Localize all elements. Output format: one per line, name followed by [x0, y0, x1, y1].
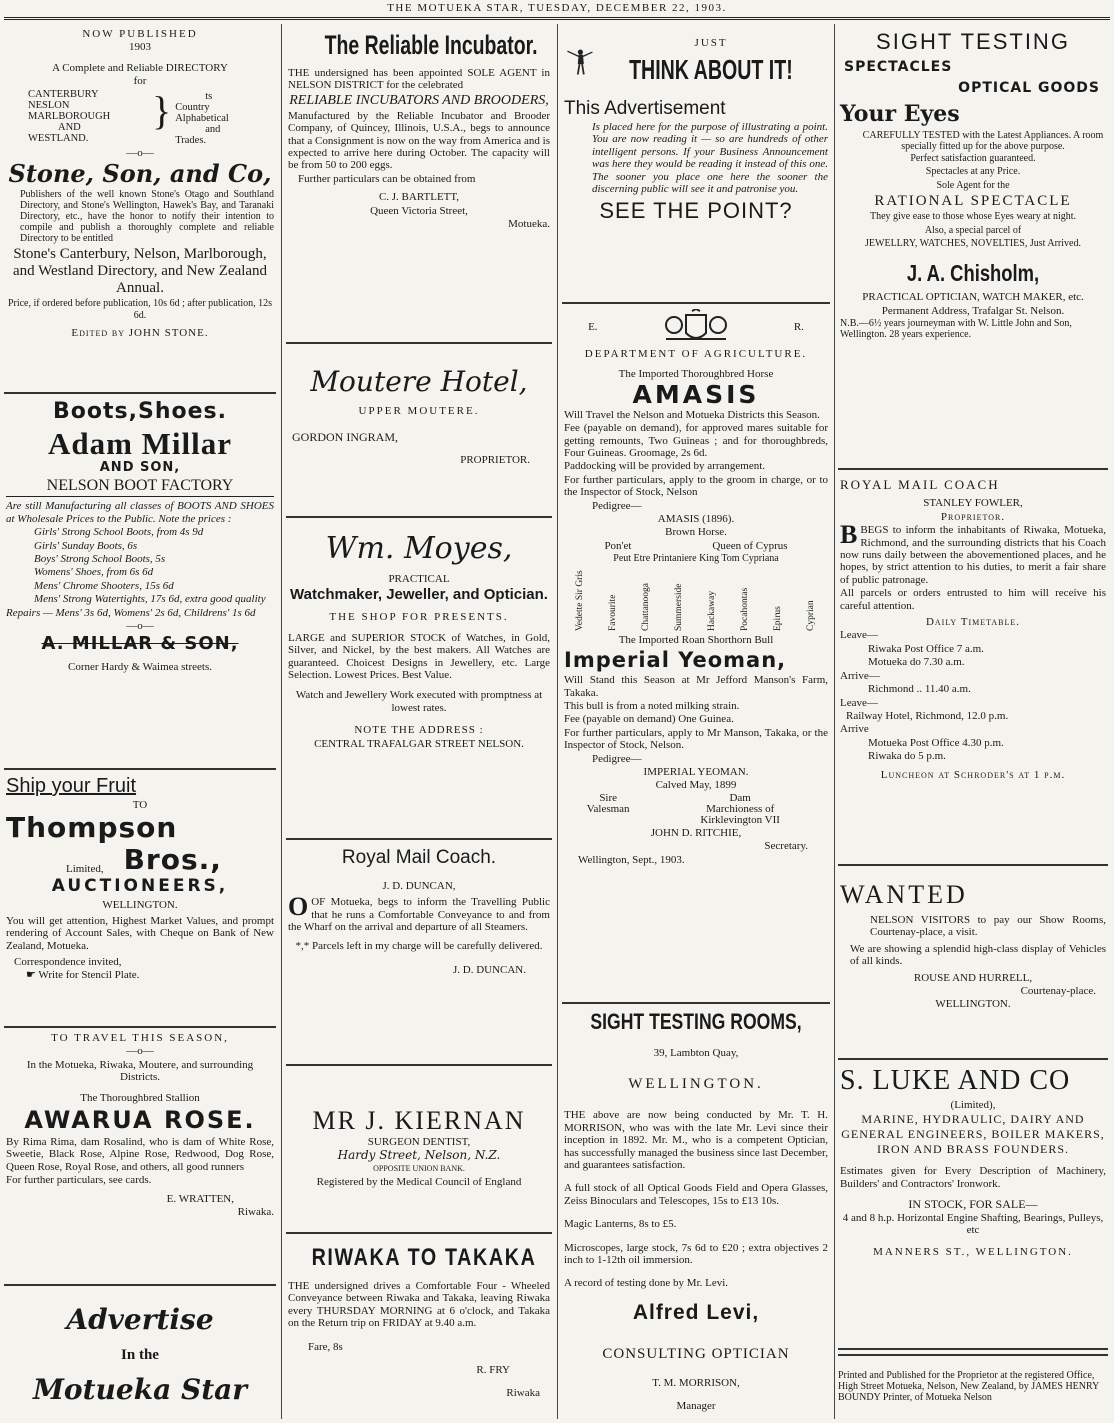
kiernan-head: MR J. KIERNAN: [312, 1106, 526, 1135]
awarua-sub: The Thoroughbred Stallion: [80, 1091, 200, 1104]
fruit-stencil: Write for Stencil Plate.: [38, 969, 140, 982]
chisholm-head: SIGHT TESTING: [876, 29, 1070, 54]
boots-item: Girls' Strong School Boots, from 4s 9d: [34, 526, 204, 539]
coach-row: Motueka do 7.30 a.m.: [868, 656, 965, 669]
awarua-ad: [4, 1028, 276, 1286]
agri-imported: The Imported Thoroughbred Horse: [618, 368, 774, 381]
fruit-firm-2: Bros.,: [123, 843, 222, 877]
agri-ped-color: Brown Horse.: [665, 526, 727, 539]
awarua-sign: E. WRATTEN,: [166, 1192, 234, 1205]
boots-item: Womens' Shoes, from 6s 6d: [34, 566, 154, 579]
think-head: THINK ABOUT IT!: [629, 54, 793, 86]
advertise-line: In the: [121, 1347, 159, 1363]
riwaka-fare: Fare, 8s: [308, 1340, 343, 1353]
coach-leave: Leave—: [840, 629, 878, 642]
bull-sire-label: Sire: [599, 791, 618, 804]
agri-fee: Fee (payable on demand), for approved mares suitable for getting remounts, Two Guineas ; and for thoroughbreds, Four Guineas. Groomage, 2s 6d.: [564, 422, 828, 460]
wanted-body: NELSON VISITORS to pay our Show Rooms, Courtenay-place, a visit.: [870, 914, 1106, 939]
sight-body: Magic Lanterns, 8s to £5.: [564, 1218, 677, 1231]
boots-item: Mens' Chrome Shooters, 15s 6d: [34, 579, 174, 592]
directory-year: 1903: [129, 41, 151, 54]
sight-name: Alfred Levi,: [632, 1300, 760, 1324]
bull-stand: Will Stand this Season at Mr Jefford Manson's Farm, Takaka.: [564, 674, 828, 699]
chisholm-name: J. A. Chisholm,: [906, 260, 1040, 287]
fruit-body: You will get attention, Highest Market Values, and prompt rendering of Account Sales, with Cheque on Bank of New Zealand, Motueka.: [6, 914, 274, 952]
region: WESTLAND.: [28, 132, 89, 144]
agri-role: Secretary.: [764, 840, 808, 853]
luke-ad: [838, 1060, 1108, 1350]
directory-body: Publishers of the well known Stone's Otago and Southland Directory, and Stone's Wellington, Hawek's Bay, and Taranaki Directory, etc., have the honor to notify their intention to compile and publish a thoroughly complete and reliable Directory to be entitled: [20, 189, 274, 245]
agri-travel: Will Travel the Nelson and Motueka Districts this Season.: [564, 408, 820, 421]
coat-of-arms-row: [564, 307, 828, 347]
agri-ped-name: AMASIS (1896).: [657, 513, 735, 526]
wanted-city: WELLINGTON.: [935, 998, 1011, 1011]
mail-ad: [286, 840, 552, 1066]
separator: —o—: [126, 1045, 154, 1058]
moyes-shop: THE SHOP FOR PRESENTS.: [329, 611, 509, 624]
fruit-city: WELLINGTON.: [102, 899, 178, 912]
column-4: [838, 24, 1108, 1419]
boots-firm: Adam Millar: [47, 426, 233, 461]
moutere-ad: [286, 344, 552, 518]
luke-stock: IN STOCK, FOR SALE—: [908, 1197, 1038, 1212]
chisholm-spect: Spectacles at any Price.: [925, 166, 1021, 178]
bull-dam-label: Dam: [729, 791, 751, 804]
directory-firm: Stone, Son, and Co,: [8, 159, 272, 189]
riwaka-body: THE undersigned drives a Comfortable Four - Wheeled Conveyance between Riwaka and Takaka, leaving Riwaka every THURSDAY MORNING at 6 o'clock, and Takaka on the Return trip on FRIDAY at 9.40 a.m.: [288, 1280, 550, 1330]
sight-city: WELLINGTON.: [628, 1076, 764, 1093]
moyes-note: NOTE THE ADDRESS :: [354, 724, 484, 737]
pedigree-entry: Chattanooga: [641, 582, 652, 631]
agri-r: R.: [793, 320, 804, 333]
directory-side: Trades.: [175, 134, 207, 146]
moutere-role: PROPRIETOR.: [460, 453, 530, 466]
wanted-sign: ROUSE AND HURRELL,: [913, 971, 1033, 984]
boots-item: Repairs — Mens' 3s 6d, Womens' 2s 6d, Childrens' 1s 6d: [6, 606, 256, 619]
boots-item: Mens' Strong Watertights, 17s 6d, extra good quality: [34, 593, 266, 606]
bull-intro: The Imported Roan Shorthorn Bull: [618, 633, 774, 646]
moyes-work: Watch and Jewellery Work executed with promptness at lowest rates.: [295, 689, 543, 714]
riwaka-head: RIWAKA TO TAKAKA: [311, 1244, 537, 1271]
sight-role: CONSULTING OPTICIAN: [602, 1345, 790, 1362]
region: AND: [58, 121, 81, 133]
chisholm-rational-body: They give ease to those whose Eyes weary at night.: [869, 211, 1077, 223]
chisholm-role: PRACTICAL OPTICIAN, WATCH MAKER, etc.: [862, 291, 1084, 304]
sight-mgr: T. M. MORRISON,: [652, 1376, 740, 1389]
coach-row: Railway Hotel, Richmond, 12.0 p.m.: [846, 709, 1009, 722]
agri-pedigree: Pedigree—: [592, 499, 642, 512]
masthead: THE MOTUEKA STAR, TUESDAY, DECEMBER 22, 1903.: [387, 2, 727, 14]
pedigree-entry: Hackaway: [707, 590, 718, 631]
coach-body-row: [840, 520, 1106, 586]
agri-e: E.: [588, 320, 598, 333]
agri-name: AMASIS: [632, 379, 760, 409]
pedigree-entry: Epirus: [773, 605, 784, 631]
moutere-head: Moutere Hotel,: [310, 365, 528, 398]
advertise-ad: [4, 1286, 276, 1410]
sight-body: A full stock of all Optical Goods Field and Opera Glasses, Zeiss Binoculars and Telescopes, 15s to £13 10s.: [564, 1182, 828, 1207]
directory-side: Country: [175, 101, 210, 113]
mail-parcels: *,* Parcels left in my charge will be carefully delivered.: [295, 939, 543, 952]
bull-dam: Marchioness of Kirklevington VII: [700, 802, 780, 826]
coach-name: STANLEY FOWLER,: [923, 497, 1023, 510]
directory-side: ts: [205, 90, 213, 102]
moyes-address: CENTRAL TRAFALGAR STREET NELSON.: [314, 737, 524, 750]
fruit-limited: Limited,: [66, 863, 104, 875]
coach-arrive: Arrive—: [840, 669, 880, 682]
coach-leave: Leave—: [840, 696, 878, 709]
column-1: [4, 24, 276, 1419]
separator: —o—: [126, 620, 154, 633]
sight-body: Microscopes, large stock, 7s 6d to £20 ; extra objectives 2 inch to 1-12th oil immersion.: [564, 1241, 828, 1267]
region: MARLBOROUGH: [28, 110, 111, 122]
pedigree-entry: Favourite: [608, 594, 619, 631]
column-rule: [281, 24, 282, 1419]
column-2: [286, 24, 552, 1419]
think-sub: This Advertisement: [564, 98, 726, 119]
coach-body: BEGS to inform the inhabitants of Riwaka, Motueka, Richmond, and the surrounding districts that his Coach now runs daily between the abovementioned places, and he hopes, by strict attention to his duties, to merit a fair share of public patronage.: [840, 524, 1106, 586]
bull-name: Imperial Yeoman,: [564, 648, 787, 673]
bull-sire: Valesman: [586, 802, 630, 815]
fruit-firm: Thompson: [6, 811, 178, 845]
agri-further: For further particulars, apply to the groom in charge, or to the Inspector of Stock, Nelson: [564, 473, 828, 499]
bull-further: For further particulars, apply to Mr Manson, Takaka, or the Inspector of Stock, Nelson.: [564, 726, 828, 752]
moutere-name: GORDON INGRAM,: [292, 430, 399, 445]
bull-pedigree: Pedigree—: [592, 752, 642, 765]
pedigree-columns: [564, 569, 828, 631]
masthead-rule: [4, 17, 1110, 20]
pointing-hand-icon: ☛: [26, 969, 39, 982]
dropcap: B: [840, 520, 858, 550]
coach-row: Motueka Post Office 4.30 p.m.: [868, 736, 1004, 749]
coach-role: Proprietor.: [940, 510, 1006, 523]
incubator-ad: [286, 24, 552, 344]
boots-head: Boots,Shoes.: [53, 399, 227, 424]
directory-ad: [4, 24, 276, 394]
mail-body: OF Motueka, begs to inform the Travelling Public that he runs a Comfortable Conveyance to and from the Wharf on the arrival and departure of all Steamers.: [288, 896, 550, 934]
moutere-sub: UPPER MOUTERE.: [358, 405, 480, 417]
directory-price: Price, if ordered before publication, 10s 6d ; after publication, 12s 6d.: [7, 298, 273, 322]
pedigree-entry: Vedette Sir Gris: [575, 570, 586, 631]
think-ad: [562, 24, 830, 304]
pedigree-entry: Cyprian: [806, 600, 817, 631]
agri-paddock: Paddocking will be provided by arrangement.: [564, 460, 766, 473]
agri-ped-dam: Queen of Cyprus: [712, 539, 788, 552]
wanted-ad: [838, 866, 1108, 1060]
agri-ped-sire: Pon'et: [604, 539, 632, 552]
moyes-practical: PRACTICAL: [388, 573, 450, 585]
directory-line: A Complete and Reliable DIRECTORY: [52, 61, 228, 74]
column-rule: [834, 24, 835, 1419]
man-pointing-icon: [564, 27, 594, 97]
coat-of-arms-icon: [646, 309, 746, 345]
wanted-head: WANTED: [840, 880, 968, 909]
fruit-trade: AUCTIONEERS,: [51, 876, 229, 897]
directory-regions: [6, 89, 274, 146]
wanted-body: We are showing a splendid high-class display of Vehicles of all kinds.: [850, 942, 1106, 968]
fruit-head: Ship your Fruit: [6, 775, 137, 797]
boots-and-son: AND SON,: [99, 460, 181, 475]
chisholm-sub: SPECTACLES: [844, 59, 953, 75]
boots-sign: A. MILLAR & SON,: [41, 633, 239, 655]
incubator-body: THE undersigned has been appointed SOLE AGENT in NELSON DISTRICT for the celebrated: [288, 67, 550, 92]
incubator-further: Further particulars can be obtained from: [298, 172, 476, 185]
agri-ped-row: Peut Etre Printaniere King Tom Cypriana: [613, 553, 779, 565]
think-point: SEE THE POINT?: [599, 198, 793, 224]
kiernan-reg: Registered by the Medical Council of England: [316, 1176, 522, 1189]
coach-lunch: Luncheon at Schroder's at 1 p.m.: [880, 768, 1066, 781]
directory-top: NOW PUBLISHED: [82, 28, 198, 40]
directory-editor: Edited by JOHN STONE.: [71, 326, 209, 339]
chisholm-address: Permanent Address, Trafalgar St. Nelson.: [881, 304, 1065, 317]
column-3: [562, 24, 830, 1419]
incubator-body: Manufactured by the Reliable Incubator and Brooder Company, of Quincey, Illinois, U.S.A., begs to announce that a Consignment is now on the way from America and is expected to arrive here during October. The capacity will be from 50 to 200 eggs.: [288, 109, 550, 172]
luke-trade: MARINE, HYDRAULIC, DAIRY AND GENERAL ENGINEERS, BOILER MAKERS, IRON AND BRASS FOUNDERS.: [841, 1112, 1105, 1157]
luke-address: MANNERS ST., WELLINGTON.: [873, 1246, 1073, 1259]
agri-ad: [562, 304, 830, 1004]
bull-ped-name: IMPERIAL YEOMAN.: [643, 765, 749, 778]
mail-name: J. D. DUNCAN,: [382, 880, 456, 892]
bull-note: This bull is from a noted milking strain.: [564, 699, 740, 712]
coach-tt-head: Daily Timetable.: [925, 616, 1021, 629]
chisholm-sub: OPTICAL GOODS: [958, 80, 1100, 96]
directory-for: for: [133, 75, 147, 88]
brace-icon: }: [152, 87, 172, 133]
luke-ltd: (Limited),: [950, 1099, 996, 1111]
region: CANTERBURY: [28, 88, 99, 100]
coach-row: Richmond .. 11.40 a.m.: [868, 683, 971, 696]
incubator-head: The Reliable Incubator.: [324, 30, 538, 60]
fruit-corr: Correspondence invited,: [14, 956, 122, 969]
think-body: Is placed here for the purpose of illustrating a point. You are now reading it — so are hundreds of other intelligent persons. If your Business Announcement was here they would be reading it instead of this one. The sooner you place one here the sooner the discerning public will see it and patronise you.: [592, 121, 828, 196]
sight-head: SIGHT TESTING ROOMS,: [590, 1009, 802, 1034]
chisholm-perfect: Perfect satisfaction guaranteed.: [910, 153, 1036, 164]
directory-side: Alphabetical: [175, 112, 229, 124]
kiernan-ad: [286, 1066, 552, 1234]
advertise-line: Motueka Star: [32, 1373, 248, 1406]
boots-factory: NELSON BOOT FACTORY: [6, 476, 274, 497]
chisholm-jewellery: JEWELLRY, WATCHES, NOVELTIES, Just Arrived.: [865, 238, 1081, 250]
directory-title: Stone's Canterbury, Nelson, Marlborough, and Westland Directory, and New Zealand Annual.: [12, 246, 268, 297]
bull-calved: Calved May, 1899: [655, 779, 737, 792]
boots-intro: Are still Manufacturing all classes of BOOTS AND SHOES at Wholesale Prices to the Public. Note the prices :: [6, 500, 274, 525]
chisholm-agent: Sole Agent for the: [936, 179, 1010, 191]
chisholm-eyes: Your Eyes: [840, 101, 960, 127]
kiernan-opp: OPPOSITE UNION BANK.: [373, 1163, 465, 1173]
dropcap: O: [288, 892, 309, 922]
directory-side: and: [205, 123, 221, 135]
coach-head: ROYAL MAIL COACH: [840, 477, 1000, 492]
coach-parcels: All parcels or orders entrusted to him will receive his careful attention.: [840, 587, 1106, 612]
fruit-to: TO: [132, 799, 148, 811]
think-just: JUST: [694, 37, 728, 49]
incubator-town: Motueka.: [508, 218, 550, 231]
luke-est: Estimates given for Every Description of Machinery, Builders' and Contractors' Ironwork.: [840, 1165, 1106, 1190]
sight-addr: 39, Lambton Quay,: [653, 1047, 739, 1059]
agri-sign: JOHN D. RITCHIE,: [650, 826, 742, 839]
coach-row: Riwaka do 5 p.m.: [868, 750, 946, 763]
chisholm-nb: N.B.—6½ years journeyman with W. Little John and Son, Wellington. 28 years experience.: [840, 318, 1072, 341]
boots-item: Boys' Strong School Boots, 5s: [34, 553, 166, 566]
kiernan-role: SURGEON DENTIST,: [367, 1136, 471, 1148]
boots-address: Corner Hardy & Waimea streets.: [67, 661, 212, 674]
fruit-stencil-row: [6, 969, 274, 981]
awarua-area: In the Motueka, Riwaka, Moutere, and surrounding Districts.: [26, 1058, 254, 1084]
incubator-street: Queen Victoria Street,: [370, 204, 468, 217]
chisholm-rational: RATIONAL SPECTACLE: [874, 193, 1072, 210]
mail-body-row: [288, 892, 550, 934]
agri-dept: DEPARTMENT OF AGRICULTURE.: [584, 348, 808, 360]
sight-body: THE above are now being conducted by Mr. T. H. MORRISON, who was with the late Mr. Levi since their inception in 1892. Mr. M., who is a competent Optician, has successfully managed the business since last December, and guarantees satisfaction.: [564, 1109, 828, 1172]
pedigree-entry: Pocahontas: [740, 587, 751, 631]
imprint: Printed and Published for the Proprietor at the registered Office, High Street Motueka, Nelson, New Zealand, by JAMES HENRY BOUNDY Printer, of Motueka Nelson: [838, 1370, 1099, 1403]
moyes-ad: [286, 518, 552, 840]
awarua-place: Riwaka.: [237, 1206, 274, 1219]
riwaka-place: Riwaka: [506, 1387, 540, 1400]
bull-fee: Fee (payable on demand) One Guinea.: [564, 713, 734, 726]
sight-rooms-ad: [562, 1004, 830, 1413]
fruit-ad: [4, 770, 276, 1028]
awarua-head: TO TRAVEL THIS SEASON,: [51, 1032, 229, 1044]
sight-body: A record of testing done by Mr. Levi.: [564, 1277, 729, 1290]
coach-row: Riwaka Post Office 7 a.m.: [868, 642, 984, 655]
mail-sign: J. D. DUNCAN.: [452, 964, 526, 977]
agri-date: Wellington, Sept., 1903.: [578, 853, 685, 866]
wanted-street: Courtenay-place.: [1020, 985, 1096, 998]
kiernan-script: Hardy Street, Nelson, N.Z.: [337, 1148, 501, 1163]
moyes-body: LARGE and SUPERIOR STOCK of Watches, in Gold, Silver, and Nickel, by the best makers. All Watches are guaranteed. Choicest Designs in Jewellery, etc. Large Selection. Lowest Prices. Best Value.: [288, 631, 550, 682]
boots-ad: [4, 394, 276, 770]
moyes-head: Wm. Moyes,: [325, 531, 513, 566]
awarua-body: By Rima Rima, dam Rosalind, who is dam of White Rose, Sweetie, Black Rose, Alpine Rose, Redwood, Dog Rose, Queen Rose, Royal Rose, and others, all good runners: [6, 1136, 274, 1173]
separator: —o—: [126, 146, 154, 159]
region: NESLON: [28, 99, 70, 111]
column-rule: [557, 24, 558, 1419]
chisholm-also: Also, a special parcel of: [924, 224, 1022, 236]
awarua-name: AWARUA ROSE.: [24, 1106, 256, 1135]
mail-head: Royal Mail Coach.: [341, 847, 497, 868]
coach-ad: [838, 470, 1108, 866]
chisholm-body: CAREFULLY TESTED with the Latest Appliances. A room specially fitted up for the above purpose.: [862, 130, 1104, 152]
incubator-name: RELIABLE INCUBATORS AND BROODERS,: [289, 92, 549, 108]
riwaka-sign: R. FRY: [476, 1364, 510, 1377]
incubator-sign: C. J. BARTLETT,: [378, 191, 460, 204]
advertise-line: Advertise: [66, 1303, 214, 1336]
riwaka-ad: [286, 1234, 552, 1400]
moyes-trade: Watchmaker, Jeweller, and Optician.: [290, 586, 548, 604]
awarua-further: For further particulars, see cards.: [6, 1174, 152, 1187]
luke-head: S. LUKE AND CO: [840, 1065, 1071, 1096]
boots-item: Girls' Sunday Boots, 6s: [34, 539, 138, 552]
pedigree-entry: Summerside: [674, 583, 685, 631]
luke-items: 4 and 8 h.p. Horizontal Engine Shafting, Bearings, Pulleys, etc: [842, 1211, 1104, 1237]
coach-arrive: Arrive: [840, 723, 869, 736]
sight-mgr-role: Manager: [676, 1400, 716, 1413]
chisholm-ad: [838, 24, 1108, 470]
